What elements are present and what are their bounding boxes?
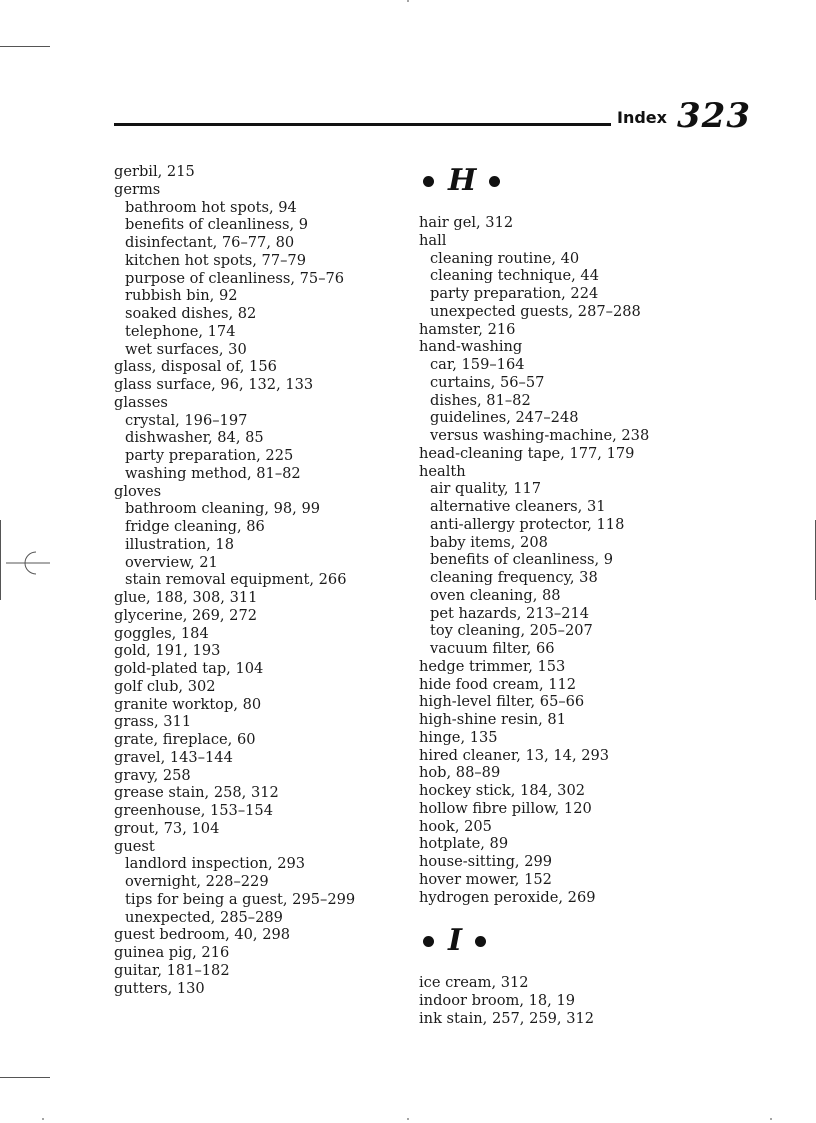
index-entry: glasses xyxy=(114,393,168,411)
index-subentry: dishwasher, 84, 85 xyxy=(125,429,264,447)
index-entry: hollow fibre pillow, 120 xyxy=(419,799,592,817)
index-subentry: car, 159–164 xyxy=(430,356,525,373)
index-entry: goggles, 184 xyxy=(114,624,209,642)
index-subentry: cleaning frequency, 38 xyxy=(430,569,598,586)
index-entry: glass surface, 96, 132, 133 xyxy=(114,376,314,393)
index-subentry: fridge cleaning, 86 xyxy=(125,518,265,535)
index-column-left xyxy=(114,163,404,997)
index-entry: hedge trimmer, 153 xyxy=(419,657,566,675)
index-entry: guest bedroom, 40, 298 xyxy=(114,926,291,944)
index-entry: germs xyxy=(114,180,161,198)
index-subentry: purpose of cleanliness, 75–76 xyxy=(125,269,345,287)
index-subentry: stain removal equipment, 266 xyxy=(125,571,347,589)
bullet-icon xyxy=(423,176,434,187)
index-subentry: tips for being a guest, 295–299 xyxy=(125,890,356,908)
index-entry: ice cream, 312 xyxy=(419,974,529,992)
registration-dot xyxy=(407,0,409,2)
index-entry: hook, 205 xyxy=(419,817,492,835)
index-entry: glycerine, 269, 272 xyxy=(114,606,258,624)
index-subentry: anti-allergy protector, 118 xyxy=(430,515,625,533)
section-letter: H xyxy=(448,163,477,198)
crop-mark-bottom-left xyxy=(0,1077,50,1078)
index-subentry: overnight, 228–229 xyxy=(125,873,269,890)
index-subentry: unexpected guests, 287–288 xyxy=(430,302,641,320)
registration-dot xyxy=(407,1118,409,1120)
index-entry: hockey stick, 184, 302 xyxy=(419,782,586,799)
crop-mark-left-edge xyxy=(0,520,1,600)
index-entry: gloves xyxy=(114,482,162,500)
section-h-entries xyxy=(419,214,709,906)
index-subentry: air quality, 117 xyxy=(430,480,542,498)
index-subentry: party preparation, 224 xyxy=(430,285,599,302)
index-subentry: kitchen hot spots, 77–79 xyxy=(125,251,306,269)
index-entry: hand-washing xyxy=(419,338,523,356)
index-subentry: dishes, 81–82 xyxy=(430,391,531,409)
crop-mark-top-left xyxy=(0,46,50,47)
index-subentry: soaked dishes, 82 xyxy=(125,305,257,322)
index-column-right xyxy=(419,163,709,1028)
index-subentry: overview, 21 xyxy=(125,553,218,571)
index-subentry: rubbish bin, 92 xyxy=(125,287,238,305)
section-heading-h xyxy=(423,163,709,199)
index-subentry: cleaning technique, 44 xyxy=(430,267,599,285)
index-subentry: versus washing-machine, 238 xyxy=(430,427,650,444)
index-entry: gravel, 143–144 xyxy=(114,748,233,766)
index-entry: guest xyxy=(114,837,155,855)
index-subentry: party preparation, 225 xyxy=(125,447,294,464)
index-entry: gold, 191, 193 xyxy=(114,642,221,660)
index-entry: high-level filter, 65–66 xyxy=(419,693,585,711)
index-subentry: crystal, 196–197 xyxy=(125,411,248,429)
index-subentry: illustration, 18 xyxy=(125,535,234,553)
index-entry: ink stain, 257, 259, 312 xyxy=(419,1009,595,1027)
registration-mark xyxy=(6,548,56,578)
index-entry: head-cleaning tape, 177, 179 xyxy=(419,444,635,462)
index-entry: grate, fireplace, 60 xyxy=(114,731,256,748)
index-subentry: bathroom hot spots, 94 xyxy=(125,198,297,216)
index-entry: gravy, 258 xyxy=(114,766,191,784)
index-subentry: cleaning routine, 40 xyxy=(430,249,580,267)
registration-dot xyxy=(770,1118,772,1120)
index-subentry: oven cleaning, 88 xyxy=(430,586,561,604)
index-subentry: guidelines, 247–248 xyxy=(430,409,579,427)
index-entry: guitar, 181–182 xyxy=(114,961,230,979)
section-i-entries xyxy=(419,974,709,1027)
index-subentry: wet surfaces, 30 xyxy=(125,340,247,358)
index-entry: hotplate, 89 xyxy=(419,835,509,853)
index-entry: grass, 311 xyxy=(114,713,192,731)
index-entry: glue, 188, 308, 311 xyxy=(114,589,258,606)
index-entry: house-sitting, 299 xyxy=(419,853,553,870)
index-subentry: pet hazards, 213–214 xyxy=(430,604,590,622)
index-entry: grease stain, 258, 312 xyxy=(114,784,279,802)
running-head: Index xyxy=(617,108,667,127)
page-number: 323 xyxy=(677,96,751,136)
index-subentry: baby items, 208 xyxy=(430,533,548,551)
index-entry: hydrogen peroxide, 269 xyxy=(419,888,596,906)
index-subentry: benefits of cleanliness, 9 xyxy=(430,551,614,569)
index-subentry: alternative cleaners, 31 xyxy=(430,498,606,515)
index-subentry: landlord inspection, 293 xyxy=(125,855,306,873)
index-subentry: washing method, 81–82 xyxy=(125,464,301,482)
index-entry: grout, 73, 104 xyxy=(114,819,220,837)
index-subentry: curtains, 56–57 xyxy=(430,373,545,391)
index-subentry: toy cleaning, 205–207 xyxy=(430,622,593,640)
header-rule xyxy=(114,123,611,126)
index-entry: high-shine resin, 81 xyxy=(419,711,566,728)
index-entry: gutters, 130 xyxy=(114,979,205,997)
index-entry: hinge, 135 xyxy=(419,728,498,746)
index-entry: health xyxy=(419,462,466,480)
index-subentry: vacuum filter, 66 xyxy=(430,640,555,657)
bullet-icon xyxy=(489,176,500,187)
index-entry: guinea pig, 216 xyxy=(114,944,230,961)
index-entry: indoor broom, 18, 19 xyxy=(419,992,576,1009)
index-entry: hair gel, 312 xyxy=(419,214,514,231)
index-entry: greenhouse, 153–154 xyxy=(114,802,273,819)
section-letter: I xyxy=(448,923,463,959)
index-entry: hired cleaner, 13, 14, 293 xyxy=(419,746,610,764)
index-entry: gerbil, 215 xyxy=(114,163,195,180)
index-entry: hob, 88–89 xyxy=(419,764,501,782)
index-entry: glass, disposal of, 156 xyxy=(114,358,277,376)
section-heading-i xyxy=(423,923,709,959)
index-entry: gold-plated tap, 104 xyxy=(114,660,264,677)
bullet-icon xyxy=(423,936,434,947)
bullet-icon xyxy=(475,936,486,947)
registration-dot xyxy=(42,1118,44,1120)
index-subentry: disinfectant, 76–77, 80 xyxy=(125,234,295,251)
index-entry: hide food cream, 112 xyxy=(419,675,577,693)
index-subentry: bathroom cleaning, 98, 99 xyxy=(125,500,321,518)
index-subentry: benefits of cleanliness, 9 xyxy=(125,216,309,234)
index-entry: granite worktop, 80 xyxy=(114,695,262,713)
index-subentry: telephone, 174 xyxy=(125,322,236,340)
index-subentry: unexpected, 285–289 xyxy=(125,908,283,926)
index-entry: hamster, 216 xyxy=(419,320,516,338)
index-entry: hall xyxy=(419,231,447,249)
index-entry: hover mower, 152 xyxy=(419,870,552,888)
index-entry: golf club, 302 xyxy=(114,677,216,695)
